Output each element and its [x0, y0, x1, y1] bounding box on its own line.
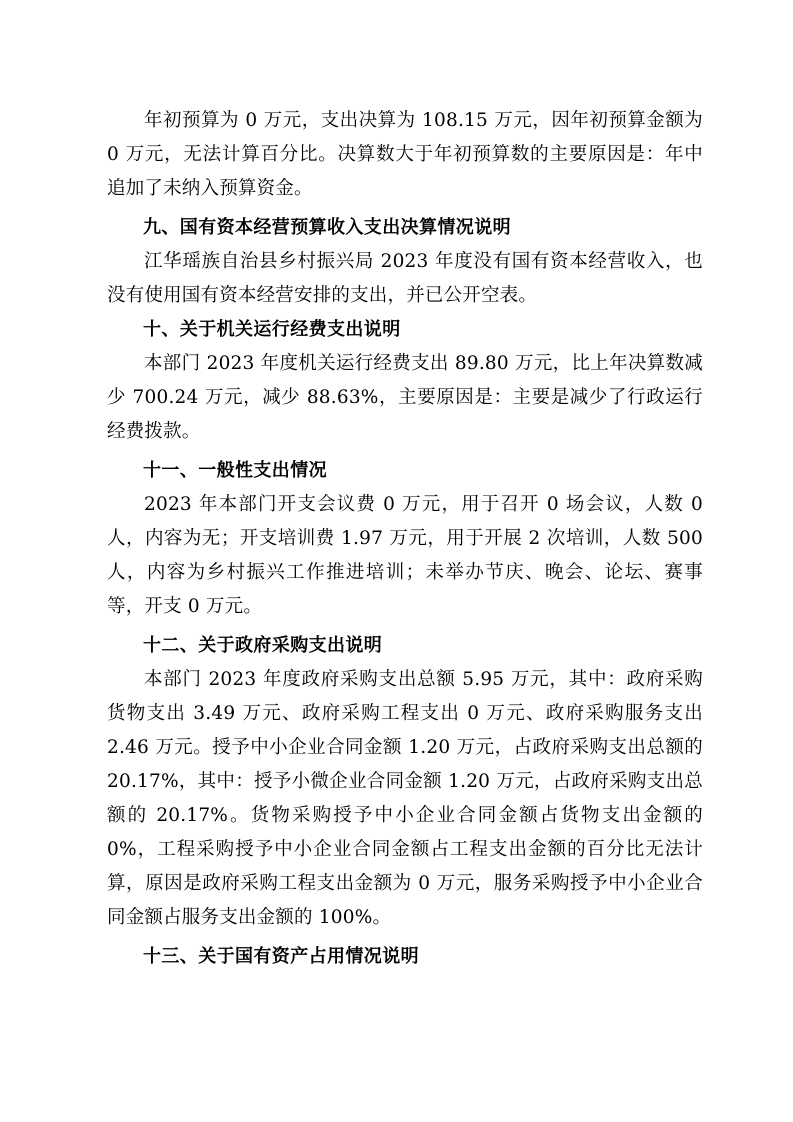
paragraph-operating-expenses: 本部门 2023 年度机关运行经费支出 89.80 万元，比上年决算数减少 700.24 万元，减少 88.63%，主要原因是：主要是减少了行政运行经费拨款。 [107, 353, 703, 442]
paragraph-budget-note: 年初预算为 0 万元，支出决算为 108.15 万元，因年初预算金额为 0 万元，无法计算百分比。决算数大于年初预算数的主要原因是：年中追加了未纳入预算资金。 [107, 110, 703, 199]
section-heading-13: 十三、关于国有资产占用情况说明 [143, 946, 419, 967]
section-heading-9: 九、国有资本经营预算收入支出决算情况说明 [143, 217, 511, 238]
document-body [107, 104, 703, 974]
section-heading-10: 十、关于机关运行经费支出说明 [143, 319, 401, 340]
paragraph-state-capital: 江华瑶族自治县乡村振兴局 2023 年度没有国有资本经营收入，也没有使用国有资本经营安排的支出，并已公开空表。 [107, 251, 703, 306]
paragraph-procurement: 本部门 2023 年度政府采购支出总额 5.95 万元，其中：政府采购货物支出 3.49 万元、政府采购工程支出 0 万元、政府采购服务支出 2.46 万元。授予中小企业合同金额 1.20 万元，占政府采购支出总额的 20.17%，其中：授予小微企业合同金额 1.20 万元，占政府采购支出总额的 20.17%。货物采购授予中小企业合同金额占货物支出金额的 0%，工程采购授予中小企业合同金额占工程支出金额的百分比无法计算，原因是政府采购工程支出金额为 0 万元，服务采购授予中小企业合同金额占服务支出金额的 100%。 [107, 669, 703, 928]
paragraph-general-expenses: 2023 年本部门开支会议费 0 万元，用于召开 0 场会议，人数 0 人，内容为无；开支培训费 1.97 万元，用于开展 2 次培训，人数 500 人，内容为乡村振兴工作推进培训；未举办节庆、晚会、论坛、赛事等，开支 0 万元。 [107, 494, 703, 617]
section-heading-11: 十一、一般性支出情况 [143, 460, 327, 481]
section-heading-12: 十二、关于政府采购支出说明 [143, 635, 383, 656]
